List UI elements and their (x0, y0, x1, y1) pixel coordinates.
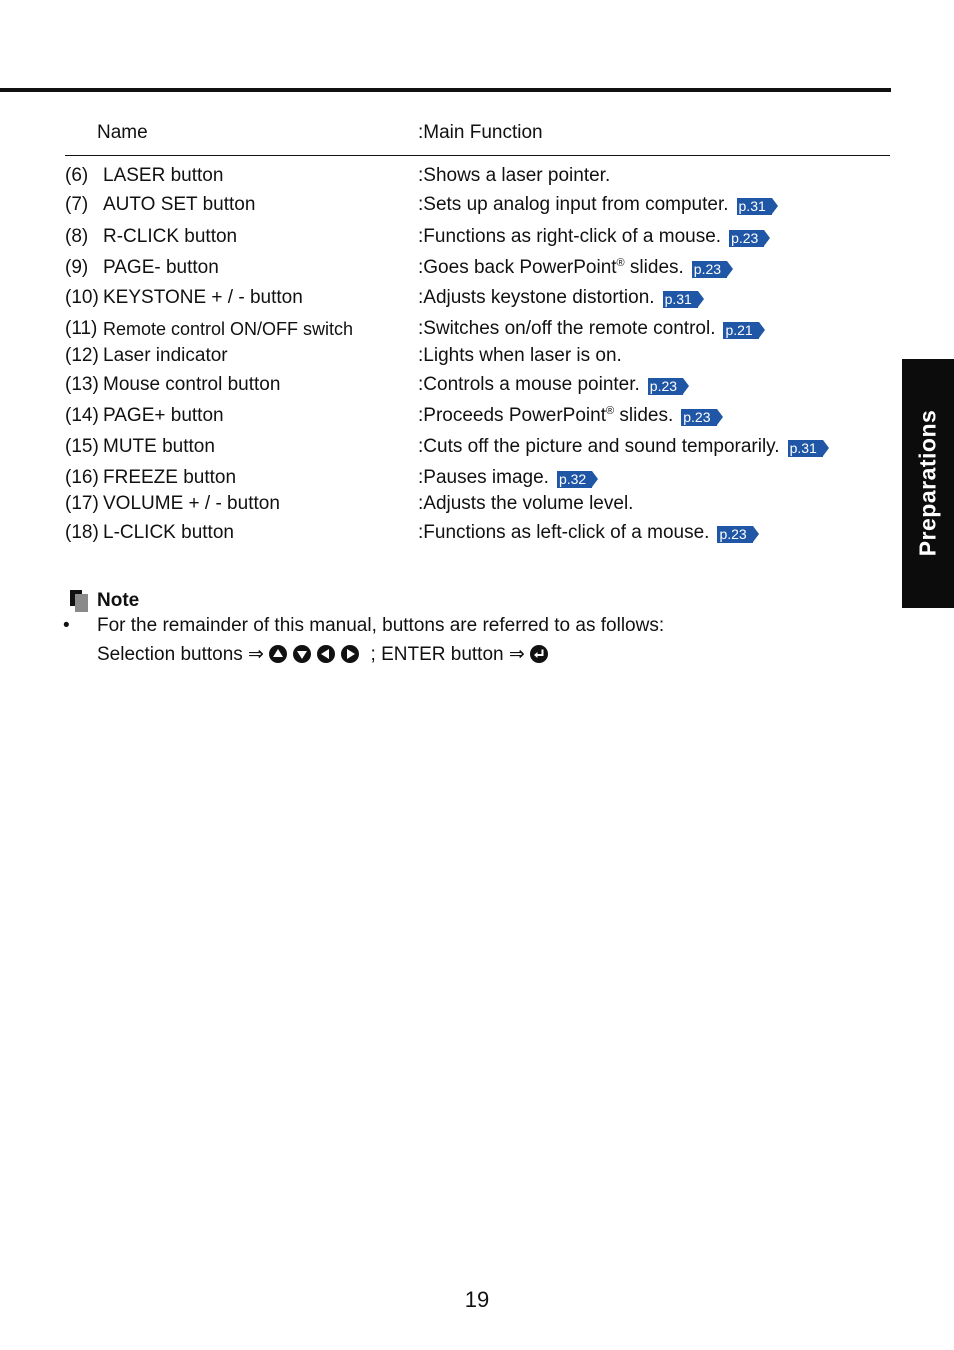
item-function (418, 317, 759, 341)
section-side-tab[interactable] (902, 359, 954, 608)
item-name: Laser indicator (103, 345, 228, 366)
right-arrow-button-icon (341, 645, 359, 663)
item-function (418, 193, 772, 217)
item-number: (6) (65, 165, 89, 186)
item-name: R-CLICK button (103, 226, 238, 247)
item-function-text: :Controls a mouse pointer. (418, 374, 640, 395)
item-number: (16) (65, 467, 99, 488)
item-function-text: :Adjusts keystone distortion. (418, 287, 655, 308)
item-number: (15) (65, 436, 99, 457)
list-item (0, 492, 890, 516)
page-reference-link[interactable]: p.23 (681, 409, 716, 426)
page-reference-link[interactable]: p.23 (717, 526, 752, 543)
item-function (418, 373, 683, 397)
list-item (0, 435, 890, 459)
page-reference-link[interactable]: p.23 (692, 261, 727, 278)
item-function-text: :Shows a laser pointer. (418, 165, 611, 186)
page-number: 19 (464, 1287, 490, 1312)
item-name: Remote control ON/OFF switch (103, 319, 354, 339)
section-side-tab-label: Preparations (914, 409, 941, 557)
item-name: PAGE- button (103, 257, 219, 278)
item-number: (17) (65, 493, 99, 514)
page-reference-link[interactable]: p.31 (663, 291, 698, 308)
item-function (418, 492, 633, 516)
item-function (418, 521, 753, 545)
item-function (418, 466, 592, 490)
item-number: (9) (65, 257, 89, 278)
item-name: VOLUME + / - button (103, 493, 280, 514)
list-item (0, 317, 890, 341)
top-rule (0, 88, 891, 92)
up-arrow-button-icon (269, 645, 287, 663)
enter-button-label: ; ENTER button ⇒ (370, 644, 525, 665)
item-function (418, 286, 698, 310)
item-function-text: :Proceeds PowerPoint (418, 405, 606, 426)
item-name: L-CLICK button (103, 522, 234, 543)
item-function-text: :Switches on/off the remote control. (418, 318, 716, 339)
list-item (0, 256, 890, 280)
item-function (418, 435, 823, 459)
item-name: MUTE button (103, 436, 215, 457)
list-item (0, 286, 890, 310)
list-item (0, 164, 890, 188)
name-column-header: Name (97, 122, 148, 143)
page-reference-link[interactable]: p.23 (729, 230, 764, 247)
item-number: (12) (65, 345, 99, 366)
list-item (0, 373, 890, 397)
item-number: (13) (65, 374, 99, 395)
registered-mark: ® (606, 405, 615, 417)
item-number: (18) (65, 522, 99, 543)
item-function-text: :Functions as right-click of a mouse. (418, 226, 722, 247)
list-item (0, 521, 890, 545)
item-name: AUTO SET button (103, 194, 256, 215)
item-function-text: :Lights when laser is on. (418, 345, 622, 366)
item-name: FREEZE button (103, 467, 237, 488)
item-name: Mouse control button (103, 374, 281, 395)
item-function-text: :Pauses image. (418, 467, 549, 488)
item-number: (11) (65, 318, 98, 339)
registered-mark: ® (616, 257, 625, 269)
item-function-text: :Functions as left-click of a mouse. (418, 522, 710, 543)
item-function (418, 344, 622, 368)
item-function (418, 256, 727, 280)
down-arrow-button-icon (293, 645, 311, 663)
note-buttons-line (97, 643, 554, 667)
page-reference-link[interactable]: p.31 (737, 198, 772, 215)
list-item (0, 404, 890, 428)
item-function (418, 164, 610, 188)
item-number: (14) (65, 405, 99, 426)
note-bullet: • (63, 615, 70, 636)
page-reference-link[interactable]: p.31 (788, 440, 823, 457)
list-item (0, 193, 890, 217)
item-name: LASER button (103, 165, 224, 186)
item-function-text: :Sets up analog input from computer. (418, 194, 729, 215)
list-item (0, 225, 890, 249)
item-name: KEYSTONE + / - button (103, 287, 303, 308)
item-function-tail: slides. (624, 257, 684, 278)
item-number: (8) (65, 226, 89, 247)
item-function-text: :Cuts off the picture and sound temporarily. (418, 436, 780, 457)
header-rule (65, 155, 890, 156)
item-function (418, 404, 717, 428)
page-reference-link[interactable]: p.21 (723, 322, 758, 339)
list-item (0, 344, 890, 368)
item-function-text: :Goes back PowerPoint (418, 257, 617, 278)
item-name: PAGE+ button (103, 405, 224, 426)
selection-buttons-label: Selection buttons ⇒ (97, 644, 264, 665)
list-item (0, 466, 890, 490)
function-column-header: :Main Function (418, 122, 543, 143)
item-number: (10) (65, 287, 99, 308)
item-function (418, 225, 764, 249)
page-reference-link[interactable]: p.23 (648, 378, 683, 395)
note-title: Note (97, 590, 140, 611)
item-number: (7) (65, 194, 89, 215)
enter-button-icon (530, 645, 548, 663)
left-arrow-button-icon (317, 645, 335, 663)
note-text: For the remainder of this manual, buttons are referred to as follows: (97, 615, 665, 636)
item-function-text: :Adjusts the volume level. (418, 493, 634, 514)
page-reference-link[interactable]: p.32 (557, 471, 592, 488)
item-function-tail: slides. (614, 405, 674, 426)
note-icon (70, 590, 88, 612)
